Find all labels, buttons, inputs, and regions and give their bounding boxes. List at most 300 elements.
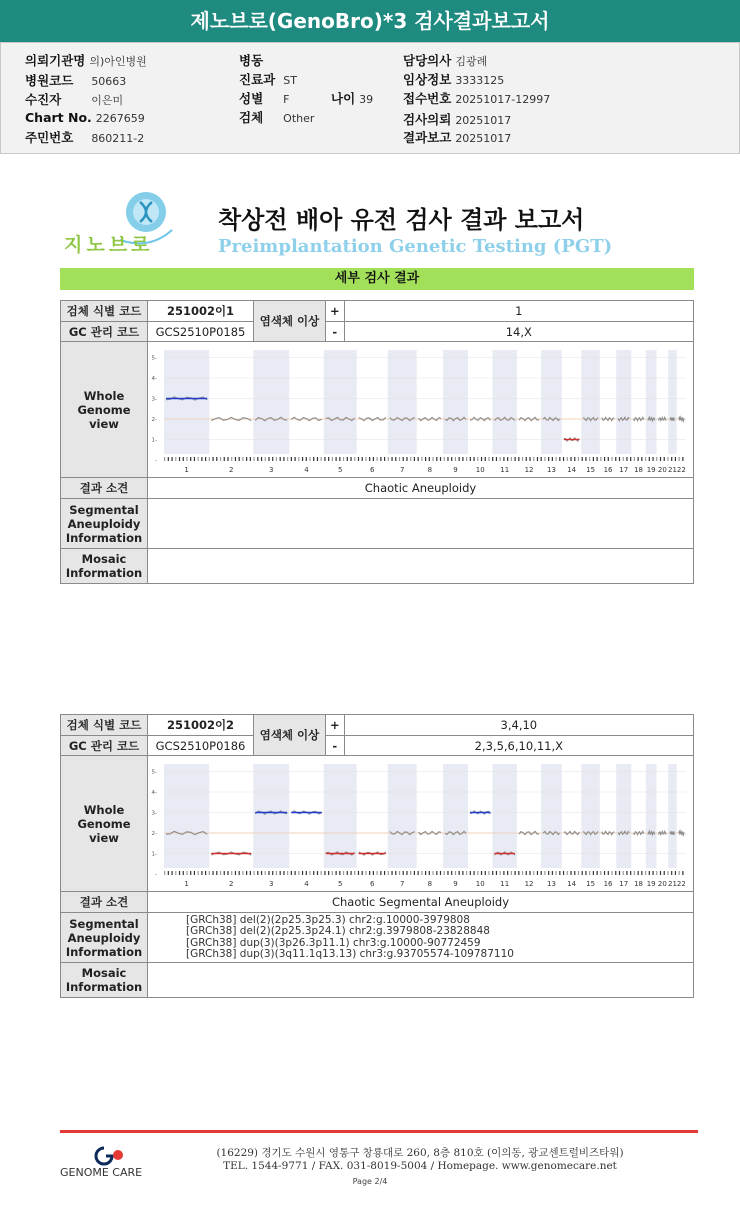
marker-tick bbox=[432, 871, 433, 875]
chromosome-label: 22 bbox=[676, 466, 686, 474]
finding-label: 결과 소견 bbox=[61, 478, 148, 499]
marker-tick bbox=[652, 871, 653, 875]
section-title: 세부 검사 결과 bbox=[60, 268, 694, 290]
marker-tick bbox=[384, 871, 385, 875]
company-name: GENOME CARE bbox=[60, 1166, 143, 1179]
marker-tick bbox=[257, 457, 258, 461]
marker-tick bbox=[563, 871, 564, 875]
page-number: Page 2/4 bbox=[352, 1177, 388, 1186]
marker-tick bbox=[582, 457, 583, 461]
chromosome-label: 16 bbox=[603, 880, 613, 888]
copy-number-trace bbox=[633, 417, 644, 420]
chromosome-label: 4 bbox=[304, 466, 309, 474]
chrom-abn-label: 염색체 이상 bbox=[254, 301, 326, 342]
marker-tick bbox=[317, 457, 318, 461]
marker-tick bbox=[518, 871, 519, 875]
marker-tick bbox=[492, 871, 493, 875]
whole-genome-chart bbox=[148, 342, 693, 474]
chromosome-label: 1 bbox=[184, 880, 189, 888]
marker-tick bbox=[623, 871, 624, 875]
marker-tick bbox=[414, 871, 415, 875]
marker-tick bbox=[171, 457, 172, 461]
marker-tick bbox=[175, 457, 176, 461]
request-field: 검사의뢰 20251017 bbox=[403, 112, 512, 127]
y-tick-label: 5- bbox=[151, 769, 157, 776]
chromosome-label: 3 bbox=[269, 880, 274, 888]
patient-field: 수진자 이은미 bbox=[25, 92, 124, 107]
marker-tick bbox=[183, 871, 184, 875]
marker-tick bbox=[514, 457, 515, 461]
marker-tick bbox=[373, 457, 374, 461]
copy-number-trace bbox=[633, 831, 644, 834]
marker-tick bbox=[306, 457, 307, 461]
mosaic-label: Mosaic Information bbox=[61, 549, 148, 584]
marker-tick bbox=[567, 457, 568, 461]
marker-tick bbox=[455, 457, 456, 461]
chromosome-band bbox=[541, 350, 562, 454]
marker-tick bbox=[194, 871, 195, 875]
marker-tick bbox=[399, 457, 400, 461]
marker-tick bbox=[291, 871, 292, 875]
chromosome-label: 19 bbox=[646, 466, 656, 474]
y-tick-label: 4- bbox=[151, 376, 157, 382]
marker-tick bbox=[447, 871, 448, 875]
marker-tick bbox=[231, 871, 232, 875]
marker-tick bbox=[287, 871, 288, 875]
marker-tick bbox=[679, 457, 680, 461]
segmental-line: [GRCh38] dup(3)(3p26.3p11.1) chr3:g.10000-90772459 bbox=[186, 936, 481, 949]
marker-tick bbox=[485, 871, 486, 875]
marker-tick bbox=[194, 457, 195, 461]
chromosome-label: 21 bbox=[667, 466, 677, 474]
marker-tick bbox=[406, 457, 407, 461]
chromosome-label: 3 bbox=[269, 466, 274, 474]
marker-tick bbox=[462, 871, 463, 875]
marker-tick bbox=[365, 871, 366, 875]
marker-tick bbox=[220, 457, 221, 461]
marker-tick bbox=[589, 457, 590, 461]
chromosome-label: 19 bbox=[646, 880, 656, 888]
marker-tick bbox=[611, 457, 612, 461]
marker-tick bbox=[664, 871, 665, 875]
marker-tick bbox=[373, 871, 374, 875]
marker-tick bbox=[559, 457, 560, 461]
marker-tick bbox=[451, 457, 452, 461]
gain-sign: + bbox=[326, 301, 345, 322]
marker-tick bbox=[227, 871, 228, 875]
y-tick-label: 1- bbox=[151, 851, 157, 858]
y-tick-label: 3- bbox=[151, 396, 157, 403]
gain-value: 3,4,10 bbox=[344, 715, 693, 736]
marker-tick bbox=[276, 457, 277, 461]
marker-tick bbox=[332, 871, 333, 875]
mosaic-value bbox=[148, 549, 694, 584]
chromosome-label: 10 bbox=[475, 880, 485, 888]
y-tick-label: 2- bbox=[151, 417, 157, 423]
marker-tick bbox=[280, 457, 281, 461]
footer-address: (16229) 경기도 수원시 영통구 창룡대로 260, 8층 810호 (이의동, 광교센트럴비즈타워) bbox=[216, 1147, 624, 1159]
marker-tick bbox=[246, 457, 247, 461]
marker-tick bbox=[205, 457, 206, 461]
marker-tick bbox=[496, 871, 497, 875]
marker-tick bbox=[246, 871, 247, 875]
y-tick-label: 3- bbox=[151, 810, 157, 817]
chromosome-label: 16 bbox=[603, 466, 613, 474]
marker-tick bbox=[365, 457, 366, 461]
marker-tick bbox=[418, 871, 419, 875]
segmental-label: Segmental Aneuploidy Information bbox=[61, 499, 148, 549]
marker-tick bbox=[597, 457, 598, 461]
institution-field: 의뢰기관명 의)아인병원 bbox=[25, 53, 147, 68]
marker-tick bbox=[511, 457, 512, 461]
chromosome-label: 1 bbox=[184, 466, 189, 474]
marker-tick bbox=[675, 457, 676, 461]
gc-code-value: GCS2510P0185 bbox=[148, 322, 254, 342]
marker-tick bbox=[526, 871, 527, 875]
marker-tick bbox=[272, 871, 273, 875]
chromosome-label: 11 bbox=[500, 880, 510, 888]
marker-tick bbox=[544, 457, 545, 461]
chromosome-label: 7 bbox=[399, 466, 405, 474]
main-title: 착상전 배아 유전 검사 결과 보고서 bbox=[218, 206, 585, 234]
marker-tick bbox=[291, 457, 292, 461]
report-title: 제노브로(GenoBro)*3 검사결과보고서 bbox=[0, 0, 740, 42]
marker-tick bbox=[272, 457, 273, 461]
chromosome-band bbox=[581, 350, 600, 454]
marker-tick bbox=[403, 871, 404, 875]
marker-tick bbox=[295, 871, 296, 875]
marker-tick bbox=[585, 871, 586, 875]
marker-tick bbox=[533, 871, 534, 875]
chromosome-label: 17 bbox=[619, 466, 629, 474]
marker-tick bbox=[186, 871, 187, 875]
marker-tick bbox=[552, 871, 553, 875]
marker-tick bbox=[459, 457, 460, 461]
segmental-line: [GRCh38] del(2)(2p25.3p25.3) chr2:g.10000-3979808 bbox=[186, 913, 470, 926]
marker-tick bbox=[227, 457, 228, 461]
marker-tick bbox=[205, 871, 206, 875]
chromosome-label: 2 bbox=[229, 466, 234, 474]
marker-tick bbox=[328, 871, 329, 875]
marker-tick bbox=[220, 871, 221, 875]
marker-tick bbox=[380, 457, 381, 461]
mosaic-label: Mosaic Information bbox=[61, 963, 148, 998]
rrn-field: 주민번호 860211-2 bbox=[25, 130, 145, 145]
marker-tick bbox=[347, 871, 348, 875]
marker-tick bbox=[347, 457, 348, 461]
marker-tick bbox=[470, 457, 471, 461]
chromosome-label: 13 bbox=[547, 466, 556, 474]
copy-number-trace bbox=[419, 831, 441, 834]
chromosome-label: 5 bbox=[337, 466, 343, 474]
marker-tick bbox=[641, 871, 642, 875]
marker-tick bbox=[209, 457, 210, 461]
marker-tick bbox=[313, 457, 314, 461]
marker-tick bbox=[410, 457, 411, 461]
chromosome-label: 20 bbox=[657, 880, 667, 888]
marker-tick bbox=[544, 871, 545, 875]
chromosome-band bbox=[492, 350, 517, 454]
copy-number-trace bbox=[670, 418, 675, 421]
marker-tick bbox=[473, 871, 474, 875]
marker-tick bbox=[257, 871, 258, 875]
marker-tick bbox=[298, 457, 299, 461]
marker-tick bbox=[410, 871, 411, 875]
marker-tick bbox=[630, 457, 631, 461]
marker-tick bbox=[537, 871, 538, 875]
result-table-2 bbox=[60, 714, 694, 998]
marker-tick bbox=[649, 457, 650, 461]
marker-tick bbox=[216, 871, 217, 875]
marker-tick bbox=[429, 457, 430, 461]
marker-tick bbox=[548, 871, 549, 875]
marker-tick bbox=[332, 457, 333, 461]
marker-tick bbox=[295, 457, 296, 461]
marker-tick bbox=[324, 457, 325, 461]
marker-tick bbox=[395, 871, 396, 875]
marker-tick bbox=[388, 457, 389, 461]
loss-sign: - bbox=[326, 322, 345, 342]
marker-tick bbox=[593, 871, 594, 875]
footer-contact: TEL. 1544-9771 / FAX. 031-8019-5004 / Homepage. www.genomecare.net bbox=[223, 1160, 617, 1172]
marker-tick bbox=[507, 871, 508, 875]
chromosome-band bbox=[581, 764, 600, 868]
marker-tick bbox=[283, 457, 284, 461]
marker-tick bbox=[265, 457, 266, 461]
copy-number-trace bbox=[679, 831, 684, 834]
marker-tick bbox=[280, 871, 281, 875]
marker-tick bbox=[485, 457, 486, 461]
marker-tick bbox=[201, 457, 202, 461]
marker-tick bbox=[324, 871, 325, 875]
chromosome-band bbox=[443, 350, 468, 454]
marker-tick bbox=[488, 871, 489, 875]
marker-tick bbox=[459, 871, 460, 875]
marker-tick bbox=[682, 871, 683, 875]
marker-tick bbox=[421, 457, 422, 461]
marker-tick bbox=[440, 871, 441, 875]
marker-tick bbox=[328, 457, 329, 461]
chromosome-band bbox=[646, 350, 657, 454]
marker-tick bbox=[556, 457, 557, 461]
marker-tick bbox=[660, 457, 661, 461]
gain-sign: + bbox=[326, 715, 345, 736]
chromosome-band bbox=[324, 350, 357, 454]
chromosome-band bbox=[253, 350, 289, 454]
marker-tick bbox=[253, 457, 254, 461]
chromosome-band bbox=[646, 764, 657, 868]
chromosome-label: 10 bbox=[475, 466, 485, 474]
marker-tick bbox=[354, 457, 355, 461]
marker-tick bbox=[529, 871, 530, 875]
sex-field: 성별 F bbox=[239, 91, 290, 106]
marker-tick bbox=[671, 457, 672, 461]
chromosome-label: 18 bbox=[634, 466, 644, 474]
report-date-field: 결과보고 20251017 bbox=[403, 130, 512, 145]
marker-tick bbox=[302, 457, 303, 461]
marker-tick bbox=[604, 871, 605, 875]
copy-number-trace bbox=[679, 417, 684, 420]
marker-tick bbox=[664, 457, 665, 461]
marker-tick bbox=[253, 871, 254, 875]
marker-tick bbox=[462, 457, 463, 461]
chromosome-label: 6 bbox=[369, 466, 375, 474]
sample-id-value: 251002이1 bbox=[148, 301, 254, 322]
marker-tick bbox=[638, 457, 639, 461]
y-tick-label: 5- bbox=[151, 355, 157, 362]
wgv-chart-cell bbox=[148, 756, 694, 892]
marker-tick bbox=[406, 871, 407, 875]
marker-tick bbox=[190, 457, 191, 461]
chromosome-label: 2 bbox=[229, 880, 234, 888]
mosaic-value bbox=[148, 963, 694, 998]
marker-tick bbox=[321, 457, 322, 461]
marker-tick bbox=[611, 871, 612, 875]
gc-code-label: GC 관리 코드 bbox=[61, 322, 148, 342]
marker-tick bbox=[608, 457, 609, 461]
segmental-value bbox=[148, 499, 694, 549]
chromosome-label: 4 bbox=[304, 880, 309, 888]
y-tick-label: 2- bbox=[151, 831, 157, 837]
marker-tick bbox=[179, 871, 180, 875]
marker-tick bbox=[235, 871, 236, 875]
chromosome-band bbox=[164, 764, 209, 868]
chromosome-band bbox=[668, 764, 677, 868]
copy-number-trace bbox=[670, 832, 675, 835]
marker-tick bbox=[608, 871, 609, 875]
marker-tick bbox=[358, 457, 359, 461]
marker-tick bbox=[574, 457, 575, 461]
marker-tick bbox=[231, 457, 232, 461]
marker-tick bbox=[626, 871, 627, 875]
marker-tick bbox=[302, 871, 303, 875]
marker-tick bbox=[634, 457, 635, 461]
copy-number-trace bbox=[419, 417, 441, 420]
sample-id-value: 251002이2 bbox=[148, 715, 254, 736]
chromosome-label: 13 bbox=[547, 880, 556, 888]
marker-tick bbox=[447, 457, 448, 461]
marker-tick bbox=[242, 871, 243, 875]
loss-value: 14,X bbox=[344, 322, 693, 342]
chromosome-label: 12 bbox=[524, 466, 534, 474]
marker-tick bbox=[317, 871, 318, 875]
marker-tick bbox=[451, 871, 452, 875]
marker-tick bbox=[507, 457, 508, 461]
marker-tick bbox=[436, 871, 437, 875]
marker-tick bbox=[656, 457, 657, 461]
chrom-abn-label: 염색체 이상 bbox=[254, 715, 326, 756]
segmental-line: [GRCh38] del(2)(2p25.3p24.1) chr2:g.3979808-23828848 bbox=[186, 925, 490, 937]
marker-tick bbox=[574, 871, 575, 875]
chromosome-label: 8 bbox=[427, 466, 433, 474]
marker-tick bbox=[239, 457, 240, 461]
marker-tick bbox=[570, 871, 571, 875]
marker-tick bbox=[391, 871, 392, 875]
chromosome-label: 9 bbox=[453, 880, 458, 888]
marker-tick bbox=[425, 457, 426, 461]
marker-tick bbox=[336, 871, 337, 875]
sample-id-label: 검체 식별 코드 bbox=[61, 715, 148, 736]
marker-tick bbox=[522, 457, 523, 461]
y-tick-label: 1- bbox=[151, 437, 157, 444]
marker-tick bbox=[481, 871, 482, 875]
ward-field: 병동 bbox=[239, 53, 264, 68]
marker-tick bbox=[563, 457, 564, 461]
marker-tick bbox=[500, 871, 501, 875]
finding-label: 결과 소견 bbox=[61, 892, 148, 913]
marker-tick bbox=[377, 871, 378, 875]
marker-tick bbox=[403, 457, 404, 461]
wgv-chart-cell bbox=[148, 342, 694, 478]
marker-tick bbox=[354, 871, 355, 875]
sub-title: Preimplantation Genetic Testing (PGT) bbox=[218, 236, 613, 257]
marker-tick bbox=[175, 871, 176, 875]
marker-tick bbox=[212, 871, 213, 875]
marker-tick bbox=[578, 871, 579, 875]
footer-divider bbox=[60, 1130, 698, 1133]
marker-tick bbox=[641, 457, 642, 461]
marker-tick bbox=[589, 871, 590, 875]
marker-tick bbox=[444, 457, 445, 461]
segmental-line: [GRCh38] dup(3)(3q11.1q13.13) chr3:g.93705574-109787110 bbox=[186, 948, 514, 960]
marker-tick bbox=[548, 457, 549, 461]
marker-tick bbox=[556, 871, 557, 875]
loss-value: 2,3,5,6,10,11,X bbox=[344, 736, 693, 756]
marker-tick bbox=[634, 871, 635, 875]
dept-field: 진료과 ST bbox=[239, 72, 297, 87]
marker-tick bbox=[377, 457, 378, 461]
marker-tick bbox=[541, 457, 542, 461]
marker-tick bbox=[336, 457, 337, 461]
chromosome-label: 17 bbox=[619, 880, 629, 888]
marker-tick bbox=[339, 457, 340, 461]
marker-tick bbox=[362, 871, 363, 875]
marker-tick bbox=[667, 871, 668, 875]
marker-tick bbox=[529, 457, 530, 461]
marker-tick bbox=[391, 457, 392, 461]
marker-tick bbox=[186, 457, 187, 461]
chromosome-band bbox=[253, 764, 289, 868]
marker-tick bbox=[645, 457, 646, 461]
marker-tick bbox=[369, 457, 370, 461]
marker-tick bbox=[682, 457, 683, 461]
marker-tick bbox=[309, 457, 310, 461]
marker-tick bbox=[582, 871, 583, 875]
marker-tick bbox=[164, 871, 165, 875]
marker-tick bbox=[384, 457, 385, 461]
marker-tick bbox=[343, 457, 344, 461]
marker-tick bbox=[306, 871, 307, 875]
chromosome-label: 8 bbox=[427, 880, 433, 888]
wgv-label: Whole Genome view bbox=[61, 756, 148, 892]
marker-tick bbox=[626, 457, 627, 461]
marker-tick bbox=[321, 871, 322, 875]
marker-tick bbox=[168, 871, 169, 875]
marker-tick bbox=[503, 457, 504, 461]
marker-tick bbox=[388, 871, 389, 875]
y-tick-label: - bbox=[155, 458, 157, 464]
marker-tick bbox=[276, 871, 277, 875]
marker-tick bbox=[201, 871, 202, 875]
marker-tick bbox=[298, 871, 299, 875]
y-tick-label: 4- bbox=[151, 790, 157, 796]
marker-tick bbox=[496, 457, 497, 461]
marker-tick bbox=[268, 871, 269, 875]
marker-tick bbox=[500, 457, 501, 461]
marker-tick bbox=[600, 871, 601, 875]
chromosome-label: 18 bbox=[634, 880, 644, 888]
marker-tick bbox=[224, 457, 225, 461]
